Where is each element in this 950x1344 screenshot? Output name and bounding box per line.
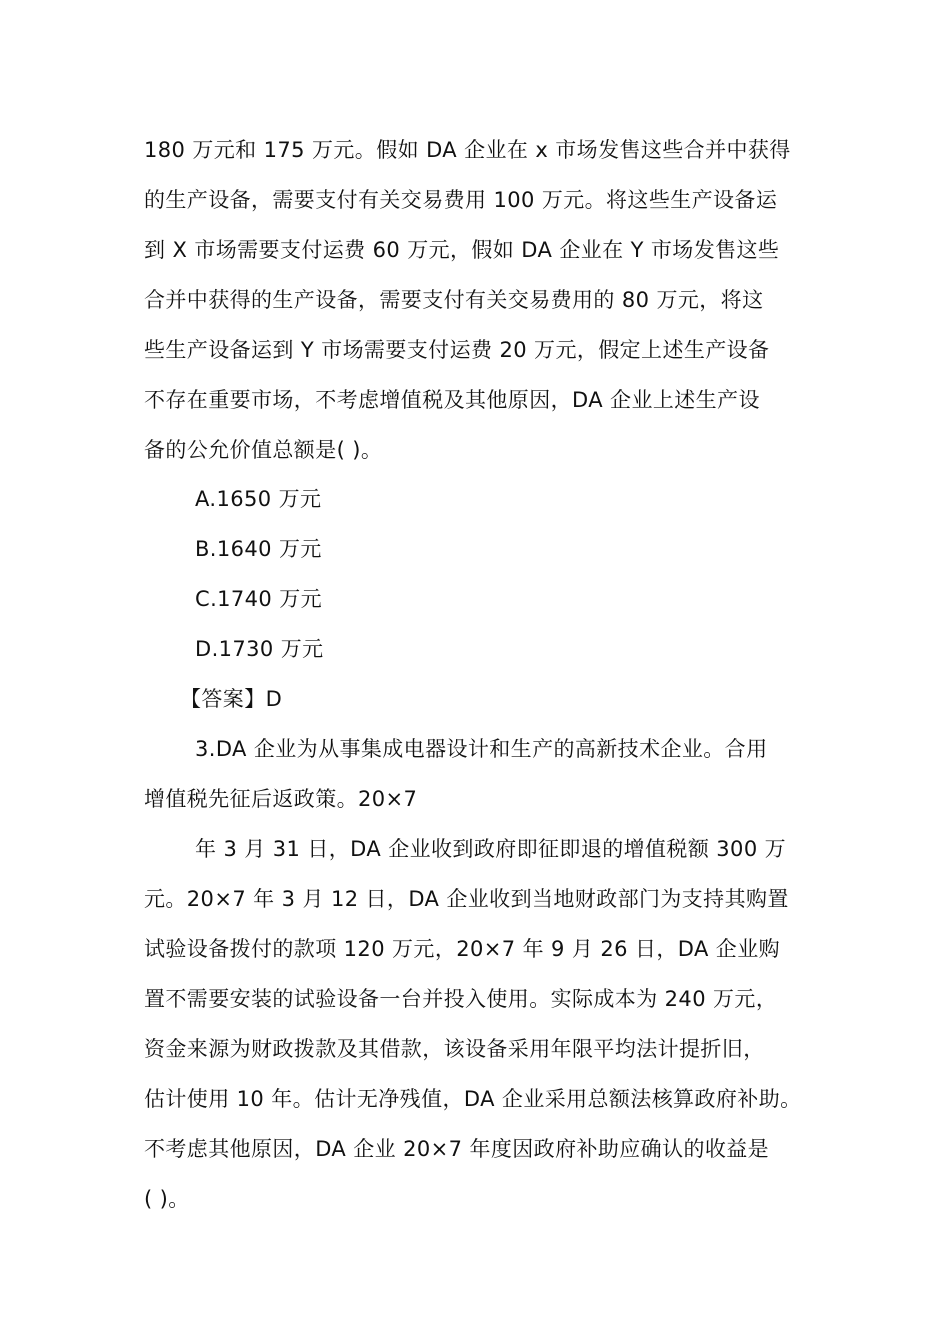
option-d: D.1730 万元 bbox=[195, 637, 324, 661]
paragraph-line: 资金来源为财政拨款及其借款，该设备采用年限平均法计提折旧， bbox=[144, 1037, 765, 1061]
option-c: C.1740 万元 bbox=[195, 587, 323, 611]
paragraph-line: 元。20×7 年 3 月 12 日，DA 企业收到当地财政部门为支持其购置 bbox=[144, 887, 789, 911]
paragraph-line: 增值税先征后返政策。20×7 bbox=[144, 787, 418, 811]
paragraph-line: 合并中获得的生产设备，需要支付有关交易费用的 80 万元，将这 bbox=[144, 288, 764, 312]
paragraph-line: 试验设备拨付的款项 120 万元，20×7 年 9 月 26 日，DA 企业购 bbox=[144, 937, 781, 961]
answer-line: 【答案】D bbox=[180, 687, 283, 711]
option-b: B.1640 万元 bbox=[195, 537, 322, 561]
paragraph-line: 的生产设备，需要支付有关交易费用 100 万元。将这些生产设备运 bbox=[144, 188, 778, 212]
paragraph-line: 备的公允价值总额是( )。 bbox=[144, 438, 383, 462]
option-a: A.1650 万元 bbox=[195, 487, 322, 511]
paragraph-line: 估计使用 10 年。估计无净残值，DA 企业采用总额法核算政府补助。 bbox=[144, 1087, 802, 1111]
paragraph-line: 不考虑其他原因，DA 企业 20×7 年度因政府补助应确认的收益是 bbox=[144, 1137, 770, 1161]
paragraph-line: 些生产设备运到 Y 市场需要支付运费 20 万元，假定上述生产设备 bbox=[144, 338, 770, 362]
paragraph-line: 置不需要安装的试验设备一台并投入使用。实际成本为 240 万元， bbox=[144, 987, 778, 1011]
paragraph-line: 年 3 月 31 日，DA 企业收到政府即征即退的增值税额 300 万 bbox=[195, 837, 787, 861]
paragraph-line: 不存在重要市场，不考虑增值税及其他原因，DA 企业上述生产设 bbox=[144, 388, 760, 412]
paragraph-line: 到 X 市场需要支付运费 60 万元，假如 DA 企业在 Y 市场发售这些 bbox=[144, 238, 780, 262]
paragraph-line: 180 万元和 175 万元。假如 DA 企业在 x 市场发售这些合并中获得 bbox=[144, 138, 791, 162]
paragraph-line: ( )。 bbox=[144, 1187, 190, 1211]
question-3-line: 3.DA 企业为从事集成电器设计和生产的高新技术企业。合用 bbox=[195, 737, 768, 761]
